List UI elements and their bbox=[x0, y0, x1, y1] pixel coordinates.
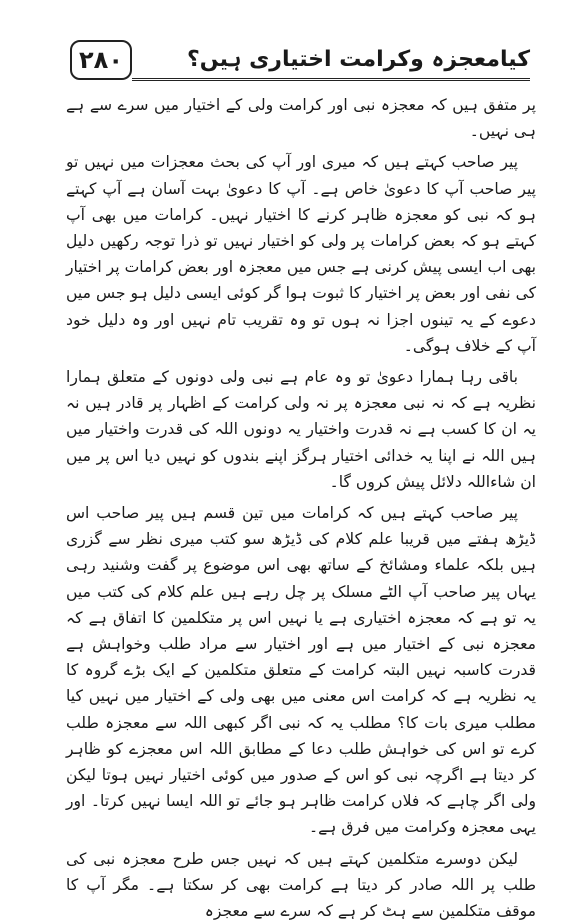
paragraph: پیر صاحب کہتے ہیں کہ کرامات میں تین قسم ہیں پیر صاحب اس ڈیڑھ ہفتے میں قریبا علم کلام کی ڈیڑھ سو کتب میری نظر سے گزری ہیں بلکہ علماء ومشائخ کے ساتھ بھی اس موضوع پر گفت وشنید رہی یہاں پیر صاحب آپ الٹے مسلک پر چل رہے ہیں علم کلام کی کتب میں یہ تو ہے کہ معجزہ اختیاری ہے یا نہیں اس پر متکلمین کا اتفاق ہے کہ معجزہ نبی کے اختیار میں ہے اور اختیار سے مراد طلب وخواہش ہے قدرت کاسبہ نہیں البتہ کرامت کے متعلق متکلمین کے ایک بڑے گروہ کا یہ نظریہ ہے کہ کرامت اس معنی میں بھی ولی کے اختیار میں نہیں کیا مطلب میری بات کا؟ مطلب یہ کہ نبی اگر کبھی اللہ سے معجزہ طلب کرے تو اس کی خواہش طلب دعا کے مطابق اللہ اس معجزے کو ظاہر کر دیتا ہے اگرچہ نبی کو اس کے صدور میں کوئی اختیار نہیں ہوتا لیکن ولی اگر چاہے کہ فلاں کرامت ظاہر ہو جائے تو اللہ ایسا نہیں کرتا۔ اور یہی معجزہ وکرامت میں فرق ہے۔ bbox=[66, 504, 536, 837]
paragraph: پیر صاحب کہتے ہیں کہ میری اور آپ کی بحث معجزات میں نہیں تو پیر صاحب آپ کا دعویٰ خاص ہے۔ آپ کا دعویٰ بہت آسان ہے آپ کہتے ہو کہ نبی کو معجزہ ظاہر کرنے کا اختیار نہیں۔ کرامات میں بھی آپ کہتے ہو کہ بعض کرامات پر ولی کو اختیار نہیں تو ذرا توجہ رکھیں دلیل بھی اب ایسی پیش کرنی ہے جس میں معجزہ اور بعض کرامات پر اختیار کی نفی اور بعض پر اختیار کا ثبوت ہوا گر کوئی ایسی دلیل ہو جس میں دعوے کے یہ تینوں اجزا نہ ہوں تو وہ تقریب تام نہیں اور وہ دلیل خود آپ کے خلاف ہوگی۔ bbox=[66, 153, 536, 355]
paragraph: باقی رہا ہمارا دعویٰ تو وہ عام ہے نبی ولی دونوں کے متعلق ہمارا نظریہ ہے کہ نہ نبی معجزہ پر نہ ولی کرامت کے اظہار پر قادر ہیں نہ یہ ان کا کسب ہے نہ قدرت واختیار یہ دونوں اللہ کی قدرت واختیار میں ہیں اللہ نے اپنا یہ خدائی اختیار ہرگز اپنے بندوں کو نہیں دیا اس پر میں ان شاءاللہ دلائل پیش کروں گا۔ bbox=[66, 368, 536, 491]
body-text bbox=[66, 92, 536, 924]
header-divider bbox=[132, 78, 530, 81]
paragraph: لیکن دوسرے متکلمین کہتے ہیں کہ نہیں جس طرح معجزہ نبی کی طلب پر اللہ صادر کر دیتا ہے کرامت بھی کر سکتا ہے۔ مگر آپ کا موقف متکلمین سے ہٹ کر ہے کہ سرے سے معجزہ bbox=[66, 849, 536, 921]
page-header bbox=[70, 40, 530, 84]
paragraph: پر متفق ہیں کہ معجزہ نبی اور کرامت ولی کے اختیار میں سرے سے ہے ہی نہیں۔ bbox=[66, 96, 536, 141]
running-title: کیامعجزہ وکرامت اختیاری ہیں؟ bbox=[187, 47, 530, 72]
page-number: ۲۸۰ bbox=[70, 40, 132, 80]
